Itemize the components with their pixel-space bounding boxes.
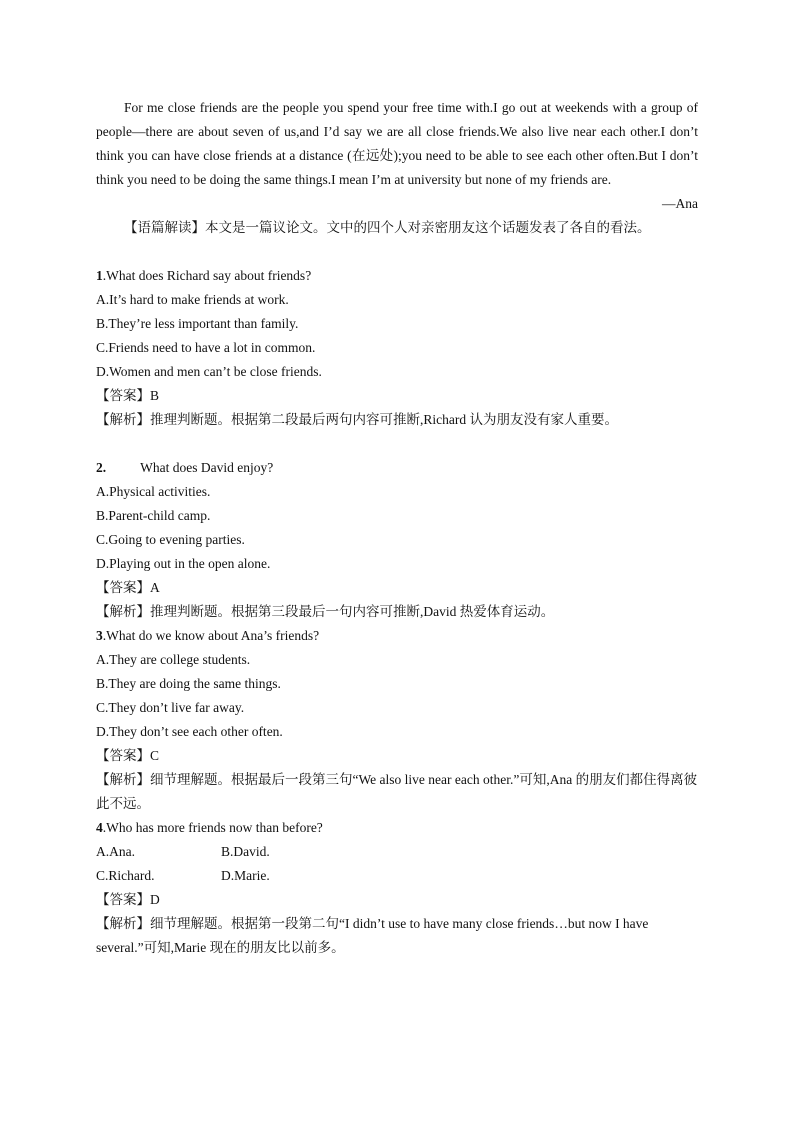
- question-2: [96, 456, 698, 624]
- option-c: C.Richard.: [96, 868, 155, 883]
- option-b: B.They’re less important than family.: [96, 316, 299, 331]
- option-a: A.Physical activities.: [96, 484, 211, 499]
- question-text: What does David enjoy?: [140, 460, 274, 475]
- option-c: C.Going to evening parties.: [96, 532, 245, 547]
- question-number: 2.: [96, 460, 107, 475]
- explanation: 【解析】推理判断题。根据第二段最后两句内容可推断,Richard 认为朋友没有家人重要。: [96, 412, 618, 427]
- options-row: [96, 840, 698, 864]
- question-number: 3: [96, 628, 103, 643]
- question-text: .What do we know about Ana’s friends?: [102, 628, 320, 643]
- question-3: [96, 624, 698, 816]
- option-b: B.They are doing the same things.: [96, 676, 281, 691]
- answer: 【答案】C: [96, 748, 160, 763]
- discourse-analysis-note: 【语篇解读】本文是一篇议论文。文中的四个人对亲密朋友这个话题发表了各自的看法。: [124, 220, 651, 235]
- question-stem: [96, 456, 698, 480]
- options-row: [96, 864, 698, 888]
- option-b: B.David.: [221, 844, 270, 859]
- question-stem: [96, 816, 698, 840]
- question-1: [96, 264, 698, 432]
- option-c: C.They don’t live far away.: [96, 700, 245, 715]
- passage-signature: —Ana: [662, 196, 698, 211]
- option-d: D.They don’t see each other often.: [96, 724, 283, 739]
- explanation: 【解析】细节理解题。根据最后一段第三句“We also live near each other.”可知,Ana 的朋友们都住得离彼此不远。: [96, 772, 698, 811]
- question-stem: [96, 264, 698, 288]
- option-a: A.They are college students.: [96, 652, 251, 667]
- question-4: [96, 816, 698, 960]
- answer: 【答案】B: [96, 388, 160, 403]
- question-text: .Who has more friends now than before?: [102, 820, 323, 835]
- option-c: C.Friends need to have a lot in common.: [96, 340, 316, 355]
- question-number: 4: [96, 820, 103, 835]
- option-a: A.Ana.: [96, 844, 135, 859]
- option-a: A.It’s hard to make friends at work.: [96, 292, 289, 307]
- option-d: D.Marie.: [221, 868, 270, 883]
- explanation: 【解析】推理判断题。根据第三段最后一句内容可推断,David 热爱体育运动。: [96, 604, 555, 619]
- document-page: [96, 96, 698, 960]
- answer: 【答案】A: [96, 580, 160, 595]
- explanation: 【解析】细节理解题。根据第一段第二句“I didn’t use to have many close friends…but now I have several.”可知,Marie 现在的朋友比以前多。: [96, 916, 649, 955]
- question-text: .What does Richard say about friends?: [102, 268, 312, 283]
- option-d: D.Playing out in the open alone.: [96, 556, 271, 571]
- question-number: 1: [96, 268, 103, 283]
- question-stem: [96, 624, 698, 648]
- option-d: D.Women and men can’t be close friends.: [96, 364, 322, 379]
- passage-paragraph: For me close friends are the people you spend your free time with.I go out at weekends with a group of people—there are about seven of us,and I’d say we are all close friends.We also live near each other.I don’t think you can have close friends at a distance (在远处);you need to be able to see each other often.But I don’t think you need to be doing the same things.I mean I’m at university but none of my friends are.: [96, 100, 698, 187]
- answer: 【答案】D: [96, 892, 160, 907]
- option-b: B.Parent-child camp.: [96, 508, 211, 523]
